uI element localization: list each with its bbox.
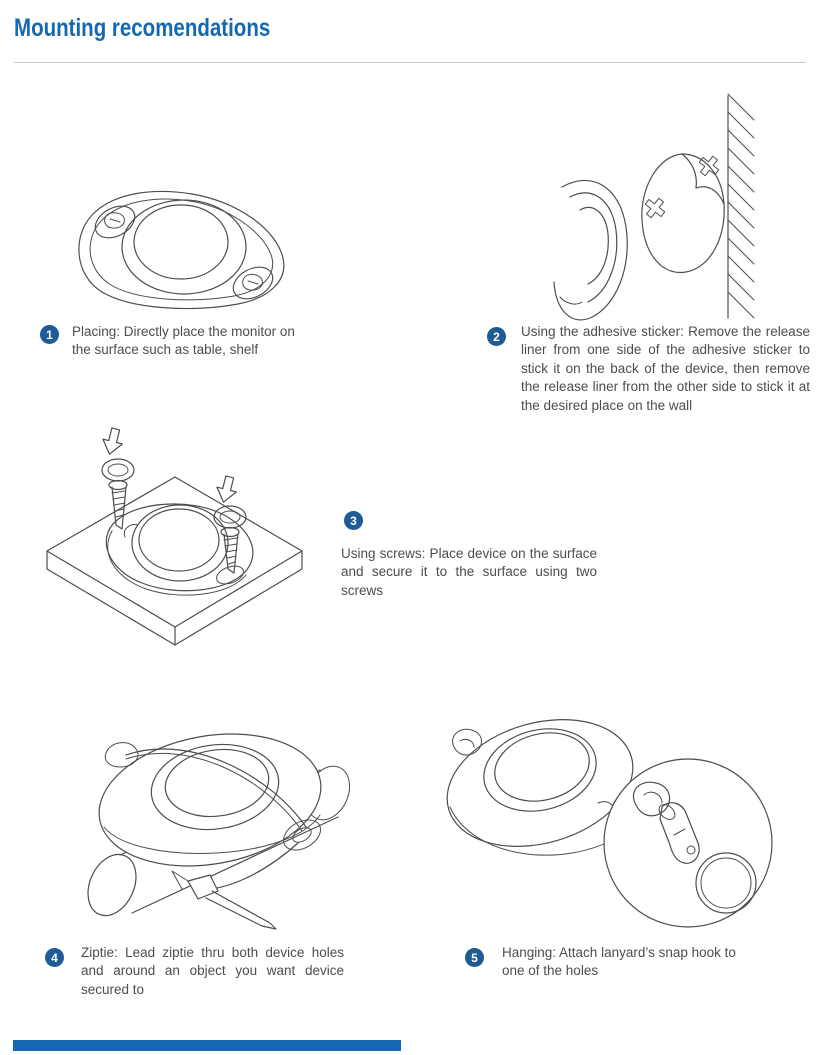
title-divider bbox=[14, 62, 806, 63]
illustration-adhesive-sticker-wall bbox=[552, 92, 802, 322]
step-4-badge: 4 bbox=[45, 948, 64, 967]
illustration-screw-mounting bbox=[30, 425, 340, 675]
illustration-ziptie-pipe bbox=[70, 695, 350, 940]
page-title: Mounting recomendations bbox=[14, 14, 271, 42]
illustration-lanyard-hook bbox=[440, 695, 790, 940]
footer-accent-bar bbox=[13, 1040, 401, 1051]
step-3-text: Using screws: Place device on the surface and secure it to the surface using two screws bbox=[341, 546, 597, 598]
step-2-badge: 2 bbox=[487, 327, 506, 346]
step-1-badge: 1 bbox=[40, 325, 59, 344]
step-5-badge: 5 bbox=[465, 948, 484, 967]
step-5-text: Hanging: Attach lanyard’s snap hook to one of the holes bbox=[502, 945, 736, 979]
step-1-text: Placing: Directly place the monitor on the surface such as table, shelf bbox=[72, 324, 295, 358]
step-3-badge: 3 bbox=[344, 511, 363, 530]
step-2-text: Using the adhesive sticker: Remove the release liner from one side of the adhesive sticker to stick it on the back of the device, then remove the release liner from the other side to stick it at the desired place on the wall bbox=[521, 324, 810, 413]
step-4-text: Ziptie: Lead ziptie thru both device holes and around an object you want device secured to bbox=[81, 945, 344, 997]
illustration-beacon-on-surface bbox=[60, 180, 300, 320]
